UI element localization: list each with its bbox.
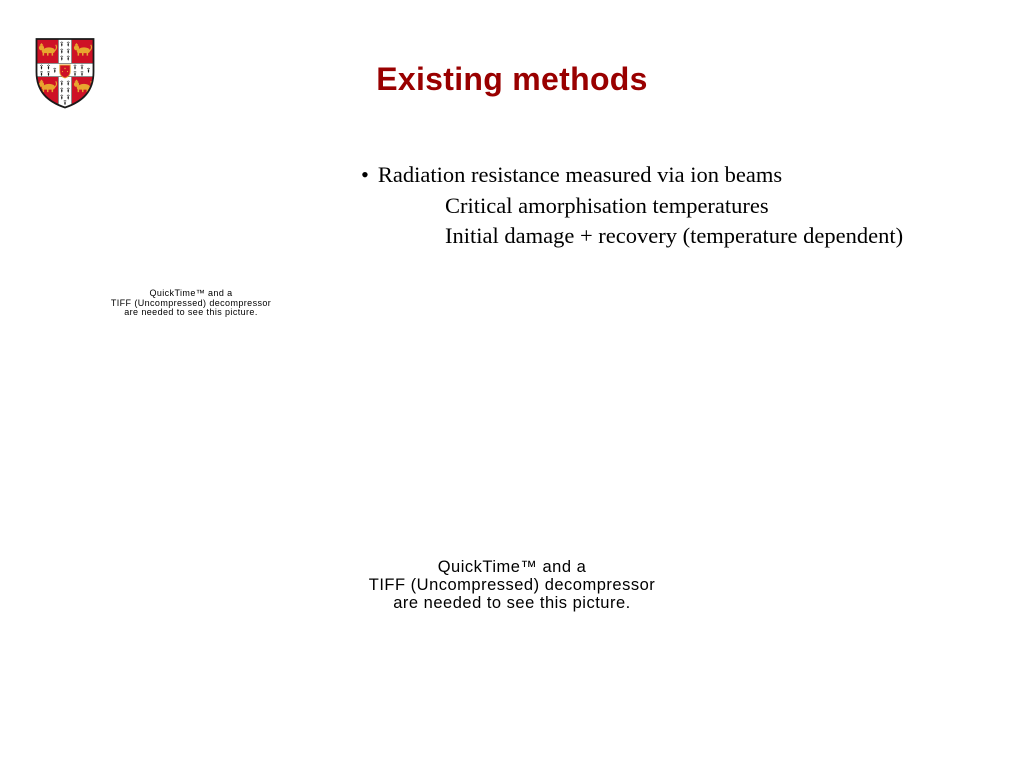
placeholder-line: are needed to see this picture.	[124, 307, 258, 317]
placeholder-line: TIFF (Uncompressed) decompressor	[110, 297, 272, 308]
bullet-text-block	[361, 160, 903, 252]
sub-bullet-2: Initial damage + recovery (temperature dependent)	[445, 223, 904, 248]
quicktime-placeholder-large	[352, 558, 672, 612]
sub-bullet-1: Critical amorphisation temperatures	[445, 192, 769, 218]
placeholder-line: QuickTime™ and a	[437, 558, 587, 576]
placeholder-line: QuickTime™ and a	[149, 288, 233, 298]
bullet-text: Radiation resistance measured via ion beams	[377, 162, 783, 187]
bullet-line	[361, 160, 903, 191]
placeholder-line: TIFF (Uncompressed) decompressor	[368, 576, 656, 594]
bullet-marker: •	[361, 162, 369, 187]
slide-title: Existing methods	[376, 61, 648, 97]
placeholder-line: are needed to see this picture.	[393, 594, 631, 612]
quicktime-placeholder-small	[101, 289, 281, 318]
